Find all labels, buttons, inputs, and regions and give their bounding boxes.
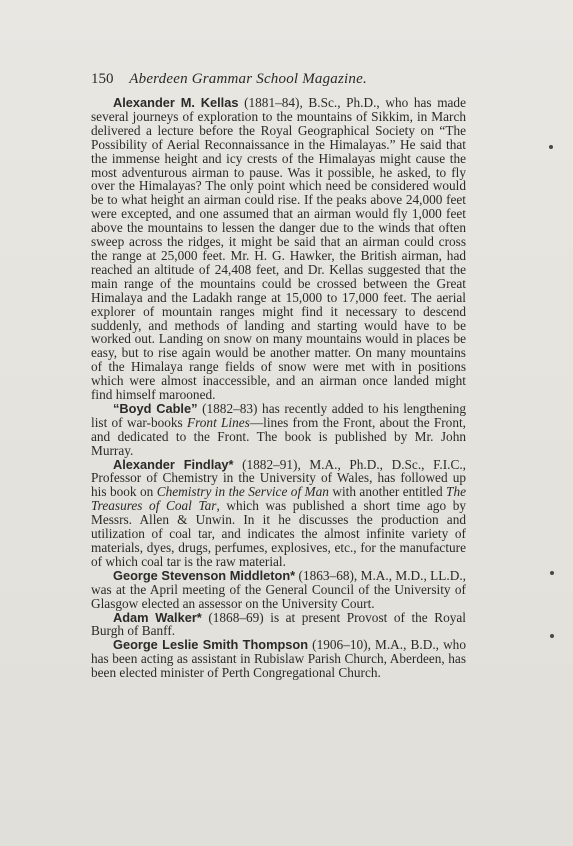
book-title: Chemistry in the Service of Man (156, 484, 329, 500)
alumnus-name: George Stevenson Middleton* (113, 567, 296, 583)
paragraph-text: (1863–68), M.A., M.D., LL.D., was at the April meeting of the General Council of the University of Glasgow elected an assessor on the University Court. (91, 567, 466, 611)
alumni-note-paragraph (91, 402, 466, 458)
alumnus-name: “Boyd Cable” (113, 400, 198, 416)
alumni-note-paragraph (91, 611, 466, 639)
alumni-note-paragraph (91, 458, 466, 569)
margin-dot (550, 634, 554, 638)
paragraph-text: (1906–10), M.A., B.D., who has been acting as assistant in Rubislaw Parish Church, Aberdeen, has been elected minister of Perth Congregational Church. (91, 637, 466, 681)
paragraph-text: (1881–84), B.Sc., Ph.D., who has made several journeys of exploration to the mountains of Sikkim, in March delivered a lecture before the Royal Geographical Society on “The Possibility of Aerial Reconnaissance in the Himalayas.” He said that the immense height and icy crests of the Himalayas might cause the most adventurous airman to pause. Was it possible, he asked, to fly over the Himalayas? The only point which need be considered would be to what height an airman could rise. If the peaks above 24,000 feet were excepted, and one assumed that an airman would fly 1,000 feet above the mountains to lessen the danger due to the winds that often sweep across the ridges, it might be said that an airman could cross the range at 25,000 feet. Mr. H. G. Hawker, the British airman, had reached an altitude of 24,408 feet, and Dr. Kellas suggested that the main range of the mountains could be crossed between the Great Himalaya and the Ladakh range at 15,000 to 17,000 feet. The aerial explorer of mountain ranges might find it necessary to descend suddenly, and methods of landing and starting would have to be worked out. Landing on snow on many mountains would in places be easy, but to rise again would be another matter. On many mountains of the Himalaya range fields of snow were met with in positions which were almost inaccessible, and an airman once landed might find himself marooned. (91, 95, 466, 403)
paragraph-text: (1868–69) is at present Provost of the Royal Burgh of Banff. (91, 609, 466, 639)
running-header (91, 69, 471, 89)
alumnus-name: Alexander Findlay* (113, 456, 234, 472)
page-number: 150 (91, 71, 114, 87)
paragraph-text: (1882–83) has recently added to his lengthening list of war-books (91, 400, 466, 430)
alumnus-name: Alexander M. Kellas (113, 95, 239, 110)
alumnus-name: George Leslie Smith Thompson (113, 637, 309, 653)
margin-dot (550, 571, 554, 575)
alumnus-name: Adam Walker* (113, 609, 202, 625)
alumni-note-paragraph (91, 638, 466, 680)
paragraph-text: —lines from the Front, about the Front, and dedicated to the Front. The book is published by Mr. John Murray. (91, 414, 466, 458)
paragraph-text: with another entitled (328, 484, 447, 500)
paragraph-text: , which was published a short time ago by Messrs. Allen & Unwin. In it he discusses the production and utilization of coal tar, and indicates the almost infinite variety of materials, dyes, drugs, perfumes, explosives, etc., for the manufacture of which coal tar is the raw material. (91, 498, 466, 569)
paragraph-text: (1882–91), M.A., Ph.D., D.Sc., F.I.C., Professor of Chemistry in the University of Wales, has followed up his book on (91, 456, 466, 500)
alumni-note-paragraph (91, 569, 466, 611)
article-body (91, 96, 466, 680)
alumni-note-paragraph (91, 96, 466, 402)
margin-dot (549, 145, 553, 149)
journal-title: Aberdeen Grammar School Magazine. (129, 71, 367, 87)
book-title: The Treasures of Coal Tar (91, 484, 466, 514)
book-title: Front Lines (186, 414, 250, 430)
